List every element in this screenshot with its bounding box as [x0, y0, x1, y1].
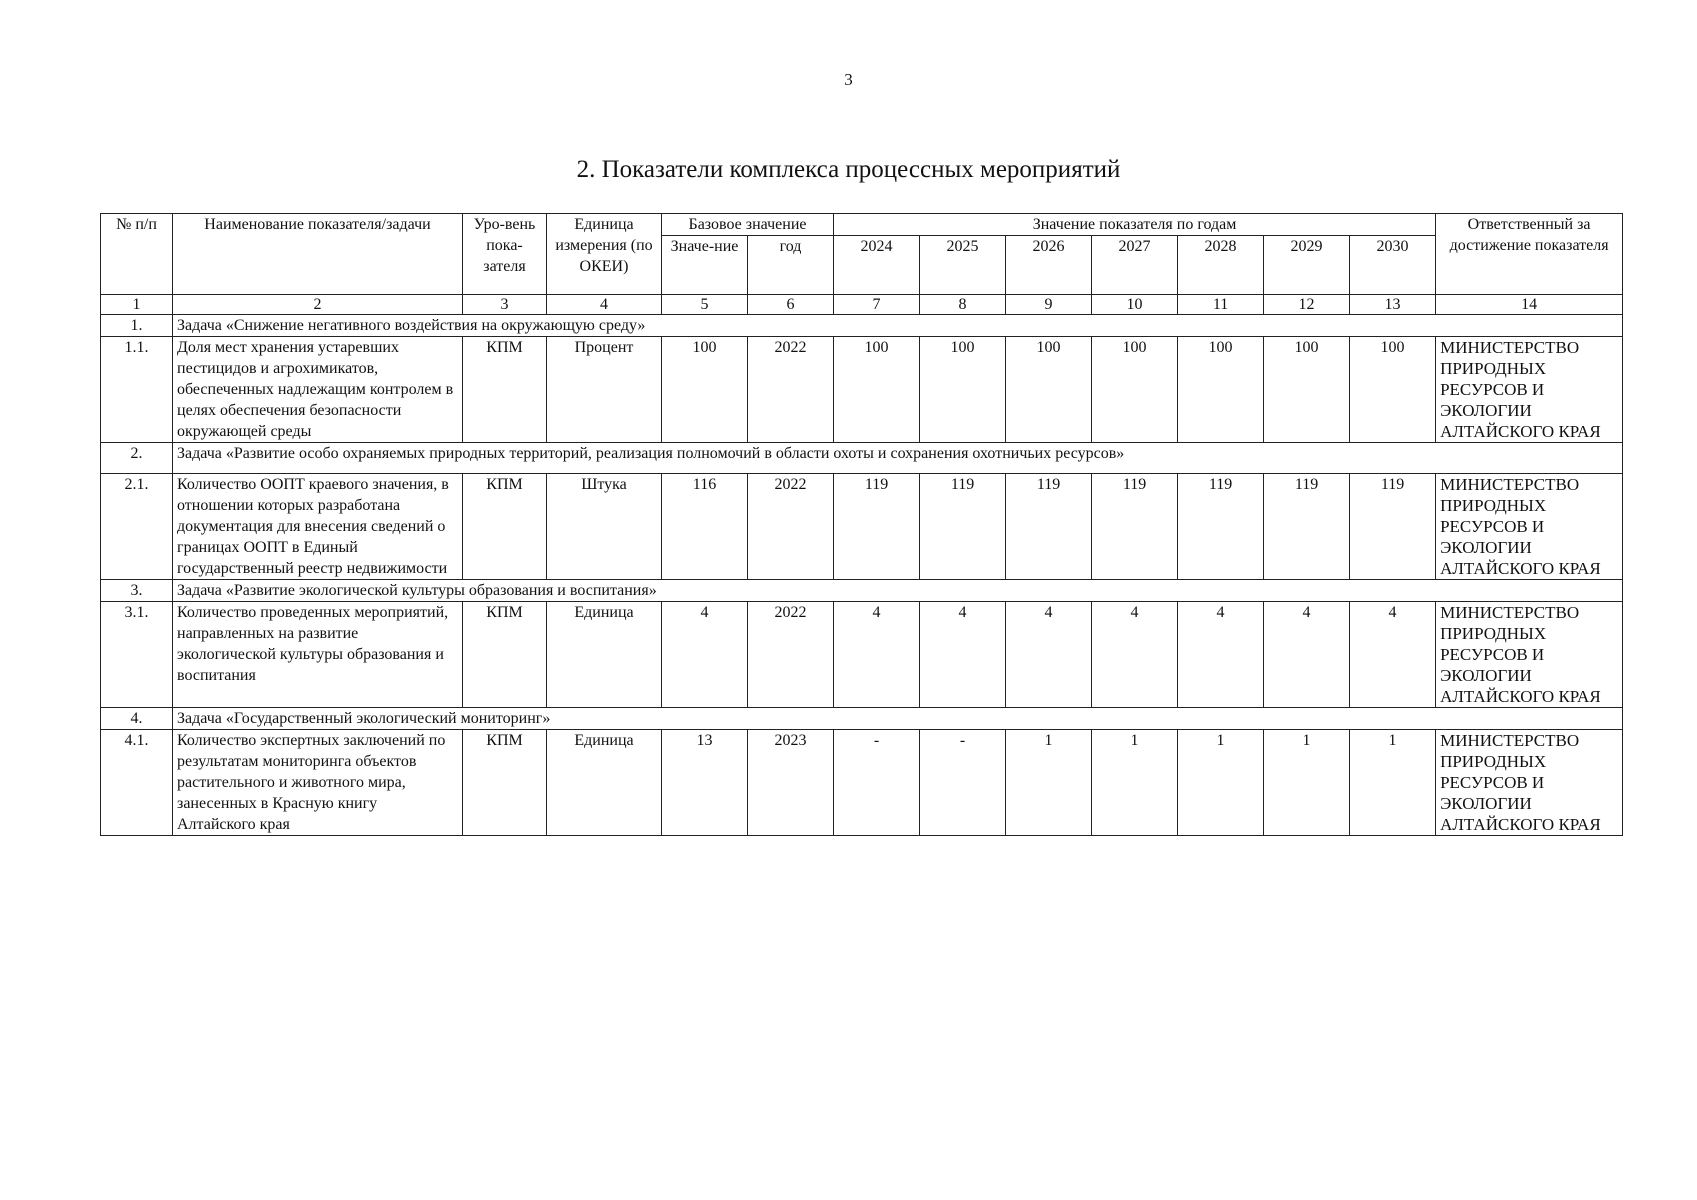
indicator-level: КПМ	[463, 730, 547, 836]
header-base-value: Значе-ние	[662, 236, 748, 295]
indicator-row	[101, 602, 1623, 708]
indicator-year-value: 119	[1178, 474, 1264, 580]
indicator-responsible: МИНИСТЕРСТВО ПРИРОДНЫХ РЕСУРСОВ И ЭКОЛОГИИ АЛТАЙСКОГО КРАЯ	[1436, 730, 1623, 836]
indicator-year-value: -	[834, 730, 920, 836]
page-title: 2. Показатели комплекса процессных мероприятий	[576, 156, 1121, 183]
header-name: Наименование показателя/задачи	[173, 214, 463, 295]
indicator-year-value: 1	[1092, 730, 1178, 836]
indicator-responsible: МИНИСТЕРСТВО ПРИРОДНЫХ РЕСУРСОВ И ЭКОЛОГИИ АЛТАЙСКОГО КРАЯ	[1436, 337, 1623, 443]
indicator-year-value: 100	[834, 337, 920, 443]
column-number: 3	[463, 295, 547, 315]
header-year: 2025	[920, 236, 1006, 295]
indicator-unit: Единица	[547, 602, 662, 708]
indicator-year-value: 119	[1006, 474, 1092, 580]
task-title: Задача «Развитие особо охраняемых природных территорий, реализация полномочий в области охоты и сохранения охотничьих ресурсов»	[173, 443, 1623, 474]
indicator-responsible: МИНИСТЕРСТВО ПРИРОДНЫХ РЕСУРСОВ И ЭКОЛОГИИ АЛТАЙСКОГО КРАЯ	[1436, 602, 1623, 708]
indicator-year-value: 4	[1264, 602, 1350, 708]
indicator-number: 2.1.	[101, 474, 173, 580]
indicator-level: КПМ	[463, 337, 547, 443]
indicator-name: Количество ООПТ краевого значения, в отношении которых разработана документация для внесения сведений о границах ООПТ в Единый государственный реестр недвижимости	[173, 474, 463, 580]
header-year: 2029	[1264, 236, 1350, 295]
task-row	[101, 708, 1623, 730]
task-title: Задача «Снижение негативного воздействия на окружающую среду»	[173, 315, 1623, 337]
header-year: 2030	[1350, 236, 1436, 295]
indicator-level: КПМ	[463, 474, 547, 580]
column-number: 14	[1436, 295, 1623, 315]
indicator-year-value: 100	[1178, 337, 1264, 443]
indicator-year-value: 119	[1350, 474, 1436, 580]
indicator-year-value: 100	[1092, 337, 1178, 443]
header-by-years: Значение показателя по годам	[834, 214, 1436, 236]
header-num: № п/п	[101, 214, 173, 295]
header-year: 2024	[834, 236, 920, 295]
indicator-base-value: 4	[662, 602, 748, 708]
task-number: 2.	[101, 443, 173, 474]
indicator-year-value: 119	[834, 474, 920, 580]
indicator-year-value: 119	[1264, 474, 1350, 580]
page-number: 3	[844, 70, 853, 89]
column-number: 7	[834, 295, 920, 315]
indicator-base-year: 2022	[748, 602, 834, 708]
header-year: 2026	[1006, 236, 1092, 295]
indicator-responsible: МИНИСТЕРСТВО ПРИРОДНЫХ РЕСУРСОВ И ЭКОЛОГИИ АЛТАЙСКОГО КРАЯ	[1436, 474, 1623, 580]
indicator-unit: Единица	[547, 730, 662, 836]
task-number: 3.	[101, 580, 173, 602]
task-row	[101, 580, 1623, 602]
indicator-number: 3.1.	[101, 602, 173, 708]
indicator-name: Количество экспертных заключений по результатам мониторинга объектов растительного и животного мира, занесенных в Красную книгу Алтайского края	[173, 730, 463, 836]
indicator-year-value: -	[920, 730, 1006, 836]
indicator-year-value: 4	[1178, 602, 1264, 708]
indicator-year-value: 4	[1006, 602, 1092, 708]
header-year: 2028	[1178, 236, 1264, 295]
indicator-base-value: 100	[662, 337, 748, 443]
column-number: 12	[1264, 295, 1350, 315]
indicator-year-value: 1	[1006, 730, 1092, 836]
indicator-row	[101, 337, 1623, 443]
indicator-year-value: 119	[1092, 474, 1178, 580]
indicators-table	[100, 213, 1623, 836]
indicator-unit: Процент	[547, 337, 662, 443]
header-year: 2027	[1092, 236, 1178, 295]
indicator-base-value: 116	[662, 474, 748, 580]
indicator-base-value: 13	[662, 730, 748, 836]
indicator-year-value: 100	[1264, 337, 1350, 443]
column-number: 6	[748, 295, 834, 315]
column-number: 5	[662, 295, 748, 315]
column-number: 1	[101, 295, 173, 315]
header-level: Уро-вень пока-зателя	[463, 214, 547, 295]
indicator-year-value: 4	[1092, 602, 1178, 708]
column-number: 4	[547, 295, 662, 315]
header-base: Базовое значение	[662, 214, 834, 236]
indicator-year-value: 1	[1178, 730, 1264, 836]
task-number: 4.	[101, 708, 173, 730]
header-row-1	[101, 214, 1623, 236]
column-number: 8	[920, 295, 1006, 315]
indicator-base-year: 2022	[748, 337, 834, 443]
indicator-year-value: 1	[1350, 730, 1436, 836]
indicator-year-value: 1	[1264, 730, 1350, 836]
header-responsible: Ответственный за достижение показателя	[1436, 214, 1623, 295]
indicator-number: 4.1.	[101, 730, 173, 836]
column-numbers-row	[101, 295, 1623, 315]
indicator-year-value: 100	[1006, 337, 1092, 443]
column-number: 11	[1178, 295, 1264, 315]
task-row	[101, 443, 1623, 474]
column-number: 2	[173, 295, 463, 315]
indicator-year-value: 4	[920, 602, 1006, 708]
indicator-year-value: 4	[834, 602, 920, 708]
column-number: 10	[1092, 295, 1178, 315]
task-title: Задача «Развитие экологической культуры образования и воспитания»	[173, 580, 1623, 602]
indicator-year-value: 100	[1350, 337, 1436, 443]
indicator-row	[101, 474, 1623, 580]
indicator-base-year: 2023	[748, 730, 834, 836]
indicator-unit: Штука	[547, 474, 662, 580]
task-title: Задача «Государственный экологический мониторинг»	[173, 708, 1623, 730]
indicator-base-year: 2022	[748, 474, 834, 580]
indicator-name: Доля мест хранения устаревших пестицидов и агрохимикатов, обеспеченных надлежащим контролем в целях обеспечения безопасности окружающей среды	[173, 337, 463, 443]
header-unit: Единица измерения (по ОКЕИ)	[547, 214, 662, 295]
indicator-year-value: 4	[1350, 602, 1436, 708]
indicator-number: 1.1.	[101, 337, 173, 443]
header-base-year: год	[748, 236, 834, 295]
column-number: 9	[1006, 295, 1092, 315]
indicator-row	[101, 730, 1623, 836]
indicator-level: КПМ	[463, 602, 547, 708]
indicator-year-value: 100	[920, 337, 1006, 443]
column-number: 13	[1350, 295, 1436, 315]
task-row	[101, 315, 1623, 337]
indicator-name: Количество проведенных мероприятий, направленных на развитие экологической культуры образования и воспитания	[173, 602, 463, 708]
task-number: 1.	[101, 315, 173, 337]
indicator-year-value: 119	[920, 474, 1006, 580]
